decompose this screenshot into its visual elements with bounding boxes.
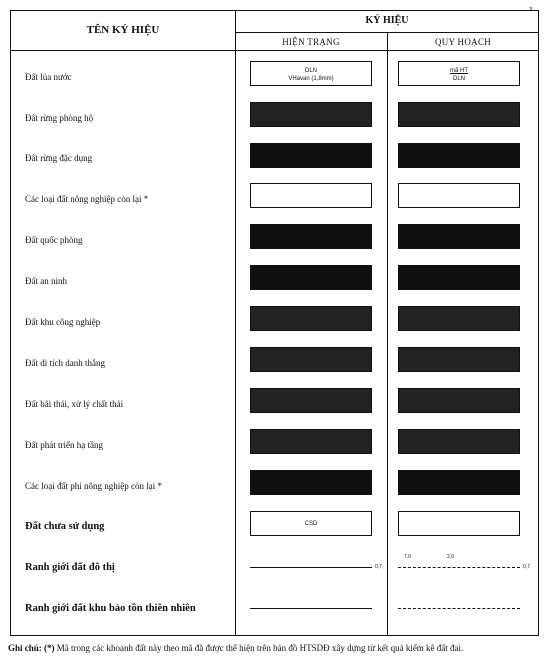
row-label-dat-rung-dac-dung: Đất rừng đặc dụng [25, 153, 93, 163]
row-label-dat-phat-trien-ha-tang: Đất phát triển hạ tầng [25, 440, 103, 450]
swatch-planned-dat-rung-phong-ho [398, 102, 520, 127]
row-label-dat-bai-thai: Đất bãi thải, xử lý chất thải [25, 399, 124, 409]
swatch-current-dat-di-tich [250, 347, 372, 372]
swatch-planned-dat-phi-nong-nghiep-con-lai [398, 470, 520, 495]
swatch-current-dat-quoc-phong [250, 224, 372, 249]
header-divider [235, 32, 538, 33]
gap-length-label: 2,0 [447, 554, 454, 560]
planned-column-header: QUY HOẠCH [434, 37, 492, 47]
corner-mark-icon: x [529, 4, 533, 13]
row-label-dat-an-ninh: Đất an ninh [25, 276, 67, 286]
row-label-dat-chua-su-dung: Đất chưa sử dụng [25, 521, 105, 532]
footnote-mark: (*) [44, 643, 55, 653]
row-label-dat-quoc-phong: Đất quốc phòng [25, 235, 83, 245]
swatch-planned-dat-chua-su-dung [398, 511, 520, 536]
swatch-current-dat-khu-cong-nghiep [250, 306, 372, 331]
swatch-code: DLN [452, 76, 465, 82]
footnote-text: Mã trong các khoanh đất này theo mã đã được thể hiện trên bản đồ HTSDĐ xây dựng từ kết quả kiểm kê đất đai. [54, 643, 464, 653]
swatch-sub-text: VHavan (1,8mm) [288, 76, 334, 82]
swatch-planned-dat-nong-nghiep-con-lai [398, 183, 520, 208]
swatch-current-dat-rung-phong-ho [250, 102, 372, 127]
swatch-code: CSD [304, 521, 318, 527]
line-planned-ranh-gioi-do-thi [398, 567, 520, 568]
swatch-planned-dat-di-tich [398, 347, 520, 372]
line-width-label-planned: 0,7 [523, 564, 530, 570]
swatch-code-top: mã HT [450, 68, 468, 74]
row-label-dat-phi-nong-nghiep-con-lai: Các loại đất phi nông nghiệp còn lại * [25, 481, 162, 491]
swatch-planned-dat-quoc-phong [398, 224, 520, 249]
header-bottom-line [11, 50, 538, 51]
swatch-current-dat-an-ninh [250, 265, 372, 290]
row-label-dat-khu-cong-nghiep: Đất khu công nghiệp [25, 317, 101, 327]
row-label-ranh-gioi-bao-ton: Ranh giới đất khu bảo tồn thiên nhiên [25, 603, 196, 614]
row-label-dat-rung-phong-ho: Đất rừng phòng hộ [25, 113, 94, 123]
dash-length-label: 7,0 [404, 554, 411, 560]
swatch-planned-dat-rung-dac-dung [398, 143, 520, 168]
footnote-label: Ghi chú: [8, 643, 42, 653]
row-label-dat-lua-nuoc: Đất lúa nước [25, 72, 72, 82]
row-label-dat-nong-nghiep-con-lai: Các loại đất nông nghiệp còn lại * [25, 194, 149, 204]
current-column-header: HIỆN TRẠNG [282, 37, 340, 47]
line-current-ranh-gioi-bao-ton [250, 608, 372, 609]
footnote [8, 643, 463, 653]
swatch-code: DLN [304, 68, 317, 74]
swatch-current-dat-lua-nuoc [250, 61, 372, 86]
sub-column-divider [387, 33, 388, 635]
swatch-planned-dat-khu-cong-nghiep [398, 306, 520, 331]
symbol-column-header: KÝ HIỆU [365, 15, 409, 26]
name-column-header: TÊN KÝ HIỆU [86, 24, 160, 36]
swatch-planned-dat-lua-nuoc [398, 61, 520, 86]
swatch-current-dat-bai-thai [250, 388, 372, 413]
swatch-current-dat-phat-trien-ha-tang [250, 429, 372, 454]
swatch-planned-dat-phat-trien-ha-tang [398, 429, 520, 454]
column-divider [235, 11, 236, 635]
legend-table [10, 10, 539, 636]
swatch-current-dat-rung-dac-dung [250, 143, 372, 168]
swatch-planned-dat-an-ninh [398, 265, 520, 290]
swatch-current-dat-chua-su-dung [250, 511, 372, 536]
row-label-dat-di-tich: Đất di tích danh thắng [25, 358, 105, 368]
swatch-current-dat-phi-nong-nghiep-con-lai [250, 470, 372, 495]
swatch-current-dat-nong-nghiep-con-lai [250, 183, 372, 208]
line-width-label: 0,7 [375, 564, 382, 570]
line-current-ranh-gioi-do-thi [250, 567, 372, 568]
swatch-planned-dat-bai-thai [398, 388, 520, 413]
line-planned-ranh-gioi-bao-ton [398, 608, 520, 609]
row-label-ranh-gioi-do-thi: Ranh giới đất đô thị [25, 562, 115, 573]
